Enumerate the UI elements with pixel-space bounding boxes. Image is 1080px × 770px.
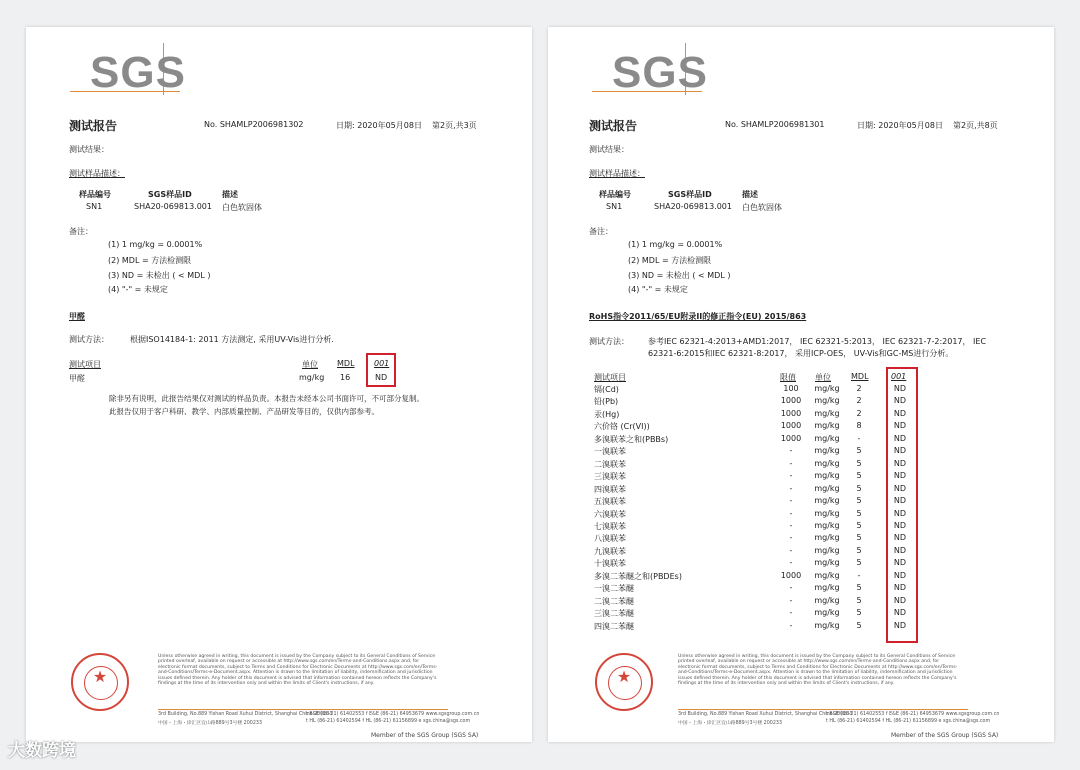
row-mdl: 5 [856,608,862,618]
row-unit: mg/kg [814,433,840,443]
sample-desc-label: 测试样品描述： [589,169,645,178]
method-text-line-2: 62321-6:2015和IEC 62321-8:2017， 采用ICP-OES， UV-Vis和GC-MS进行分析。 [648,349,954,358]
row-result: ND [893,558,907,568]
row-item: 七溴联苯 [594,521,626,531]
footer-address-cn: 中国・上海・徐汇区宜山路889号3号楼 200233 [158,721,262,726]
sgs-logo: SGS [592,49,702,93]
col-header-unit: 单位 [302,360,318,369]
row-limit: - [789,508,793,518]
footer-tel-2: t HL (86-21) 61402594 f HL (86-21) 61156899 e sgs.china@sgs.com [826,719,991,724]
row-mdl: 5 [856,558,862,568]
report-date: 日期: 2020年05月08日 [336,121,422,130]
report-number: No. SHAMLP2006981301 [725,120,825,129]
row-result: ND [893,508,907,518]
row-result: ND [893,458,907,468]
row-item: 镉(Cd) [594,385,619,394]
row-mdl: 5 [856,595,862,605]
row-limit: - [789,520,793,530]
row-item: 铅(Pb) [594,397,619,407]
row-result: ND [893,471,907,481]
col-header-item: 测试项目 [594,373,626,382]
company-seal: ★ [71,653,129,711]
sample-sgs-id: SHA20-069813.001 [134,202,212,211]
row-limit: - [789,545,793,555]
row-result: ND [893,533,907,543]
row-mdl: 5 [856,471,862,481]
method-label: 测试方法： [69,335,109,344]
row-unit: mg/kg [814,508,840,518]
sample-header-id: 样品编号 [599,190,631,199]
row-item: 五溴联苯 [594,497,626,507]
row-item: 九溴联苯 [594,546,626,556]
row-mdl: 5 [856,520,862,530]
sample-description: 白色软固体 [222,203,262,212]
row-item: 甲醛 [69,374,85,383]
row-result: ND [893,496,907,506]
sample-header-desc: 描述 [742,190,758,199]
row-unit: mg/kg [814,620,840,630]
row-result: ND [893,483,907,493]
row-unit: mg/kg [814,483,840,493]
row-limit: - [789,533,793,543]
col-header-limit: 限值 [780,373,796,382]
result-highlight-box [886,367,918,643]
sample-desc-label: 测试样品描述： [69,169,125,178]
row-limit: - [789,446,793,456]
row-mdl: 5 [856,620,862,630]
footer-tel: t E&E (86-21) 61402553 f E&E (86-21) 64953679 www.sgsgroup.com.cn [826,712,1000,717]
row-item: 多溴联苯之和(PBBs) [594,434,669,444]
row-limit: 1000 [780,433,802,443]
row-limit: - [789,595,793,605]
method-label: 测试方法： [589,337,629,346]
sample-sgs-id: SHA20-069813.001 [654,202,732,211]
report-date: 日期: 2020年05月08日 [857,121,943,130]
note-1: (1) 1 mg/kg = 0.0001% [628,240,723,249]
row-item: 六溴联苯 [594,509,626,519]
row-unit: mg/kg [814,384,840,393]
row-result: ND [893,595,907,605]
footer-tel: t E&E (86-21) 61402553 f E&E (86-21) 64953679 www.sgsgroup.com.cn [306,712,480,717]
row-item: 六价铬 (Cr(VI)) [594,422,650,432]
sample-description: 白色软固体 [742,203,782,212]
row-mdl: 2 [856,396,862,406]
row-result: ND [893,408,907,418]
row-unit: mg/kg [814,520,840,530]
row-item: 三溴二苯醚 [594,609,634,619]
row-item: 三溴联苯 [594,472,626,482]
col-header-mdl: MDL [337,359,355,368]
col-header-item: 测试项目 [69,360,101,369]
report-number: No. SHAMLP2006981302 [204,120,304,129]
row-result: ND [893,421,907,431]
row-item: 四溴二苯醚 [594,621,634,631]
report-page-2 [548,27,1054,742]
row-limit: - [789,558,793,568]
row-unit: mg/kg [814,545,840,555]
row-limit: - [789,620,793,630]
member-line: Member of the SGS Group (SGS SA) [891,732,999,739]
note-2: (2) MDL = 方法检测限 [628,256,712,265]
row-result: ND [893,570,907,580]
row-mdl: 5 [856,446,862,456]
col-header-result: 001 [891,372,907,381]
row-mdl: 5 [856,483,862,493]
row-unit: mg/kg [814,446,840,456]
page-number: 第2页,共3页 [432,121,477,130]
footer-address-en: 3rd Building, No.889 Yishan Road Xuhui District, Shanghai China 200233 [158,712,333,717]
col-header-unit: 单位 [815,373,831,382]
row-result: ND [893,608,907,618]
footer-terms: Unless otherwise agreed in writing, this document is issued by the Company subject to its General Conditions of Service printed overleaf, available on request or accessible at http://www.sgs.com/en/Terms-and-Conditions.aspx and, for electronic format documents, subject to Terms and Conditions for Electronic Documents at http://www.sgs.com/en/Terms-and-Conditions/Terms-e-Document.aspx. Attention is drawn to the limitation of liability, indemnification and jurisdiction issues defined therein. Any holder of this document is advised that information contained hereon reflects the Company's findings at the time of its intervention only and within the limits of Client's instructions, if any. [158,654,438,687]
row-mdl: 5 [856,458,862,468]
member-line: Member of the SGS Group (SGS SA) [371,732,479,739]
row-limit: - [789,471,793,481]
notes-label: 备注： [589,227,613,236]
row-mdl: 5 [856,545,862,555]
report-title: 测试报告 [69,119,118,133]
company-seal: ★ [595,653,653,711]
notes-label: 备注： [69,227,93,236]
row-limit: - [789,483,793,493]
row-item: 多溴二苯醚之和(PBDEs) [594,571,682,581]
row-result: ND [893,384,907,393]
sample-header-id: 样品编号 [79,190,111,199]
sample-id: SN1 [86,202,103,211]
row-unit: mg/kg [814,408,840,418]
row-limit: 1000 [780,421,802,431]
row-unit: mg/kg [814,608,840,618]
result-highlight-box [366,353,396,387]
row-unit: mg/kg [814,533,840,543]
row-item: 汞(Hg) [594,409,620,419]
page-number: 第2页,共8页 [953,121,998,130]
row-limit: - [789,496,793,506]
row-limit: 1000 [780,396,802,406]
row-limit: - [789,583,793,593]
row-item: 四溴联苯 [594,484,626,494]
row-unit: mg/kg [814,583,840,593]
method-text-line-1: 参考IEC 62321-4:2013+AMD1:2017， IEC 62321-5:2013， IEC 62321-7-2:2017， IEC [648,337,987,346]
sample-header-sgsid: SGS样品ID [148,190,192,199]
note-3: (3) ND = 未检出 ( < MDL ) [108,271,211,280]
row-mdl: 2 [856,384,862,393]
row-mdl: - [857,570,861,580]
row-mdl: 5 [856,508,862,518]
row-item: 八溴联苯 [594,534,626,544]
footer-address-en: 3rd Building, No.889 Yishan Road Xuhui District, Shanghai China 200233 [678,712,853,717]
row-mdl: 2 [856,408,862,418]
report-title: 测试报告 [589,119,638,133]
note-3: (3) ND = 未检出 ( < MDL ) [628,271,731,280]
section-title: RoHS指令2011/65/EU附录II的修正指令(EU) 2015/863 [589,312,807,321]
row-mdl: 5 [856,496,862,506]
row-result: ND [375,373,388,382]
footer-terms: Unless otherwise agreed in writing, this document is issued by the Company subject to its General Conditions of Service printed overleaf, available on request or accessible at http://www.sgs.com/en/Terms-and-Conditions.aspx and, for electronic format documents, subject to Terms and Conditions for Electronic Documents at http://www.sgs.com/en/Terms-and-Conditions/Terms-e-Document.aspx. Attention is drawn to the limitation of liability, indemnification and jurisdiction issues defined therein. Any holder of this document is advised that information contained hereon reflects the Company's findings at the time of its intervention only and within the limits of Client's instructions, if any. [678,654,958,687]
row-result: ND [893,396,907,406]
row-unit: mg/kg [299,373,325,382]
row-limit: 1000 [780,570,802,580]
results-label: 测试结果： [589,145,629,154]
sample-id: SN1 [606,202,623,211]
col-header-result: 001 [374,359,390,368]
row-unit: mg/kg [814,421,840,431]
row-result: ND [893,545,907,555]
row-mdl: 5 [856,583,862,593]
row-limit: 100 [783,384,799,393]
row-item: 十溴联苯 [594,559,626,569]
row-result: ND [893,620,907,630]
row-unit: mg/kg [814,496,840,506]
row-result: ND [893,433,907,443]
row-item: 一溴联苯 [594,447,626,457]
row-unit: mg/kg [814,595,840,605]
row-mdl: 8 [856,421,862,431]
row-limit: - [789,608,793,618]
row-unit: mg/kg [814,570,840,580]
footer-address-cn: 中国・上海・徐汇区宜山路889号3号楼 200233 [678,721,782,726]
row-result: ND [893,520,907,530]
report-page-1 [26,27,532,742]
note-4: (4) "-" = 未规定 [108,285,168,294]
row-mdl: 16 [340,373,351,382]
watermark: 大数跨境 [8,741,76,761]
row-limit: - [789,458,793,468]
row-mdl: - [857,433,861,443]
section-title: 甲醛 [69,312,85,321]
row-item: 一溴二苯醚 [594,584,634,594]
results-label: 测试结果： [69,145,109,154]
col-header-mdl: MDL [851,372,869,381]
sgs-logo: SGS [70,49,180,93]
method-text: 根据ISO14184-1: 2011 方法测定, 采用UV-Vis进行分析. [130,335,334,344]
row-result: ND [893,583,907,593]
row-limit: 1000 [780,408,802,418]
disclaimer-line-2: 此报告仅用于客户科研、教学、内部质量控制、产品研发等目的，仅供内部参考。 [109,407,379,416]
row-mdl: 5 [856,533,862,543]
row-result: ND [893,446,907,456]
row-item: 二溴联苯 [594,459,626,469]
row-unit: mg/kg [814,396,840,406]
note-2: (2) MDL = 方法检测限 [108,256,192,265]
row-unit: mg/kg [814,458,840,468]
sample-header-sgsid: SGS样品ID [668,190,712,199]
row-unit: mg/kg [814,558,840,568]
row-unit: mg/kg [814,471,840,481]
note-1: (1) 1 mg/kg = 0.0001% [108,240,203,249]
row-item: 二溴二苯醚 [594,596,634,606]
footer-tel-2: t HL (86-21) 61402594 f HL (86-21) 61156899 e sgs.china@sgs.com [306,719,471,724]
sample-header-desc: 描述 [222,190,238,199]
disclaimer-line-1: 除非另有说明，此报告结果仅对测试的样品负责。本报告未经本公司书面许可，不可部分复制。 [109,394,424,403]
note-4: (4) "-" = 未规定 [628,285,688,294]
